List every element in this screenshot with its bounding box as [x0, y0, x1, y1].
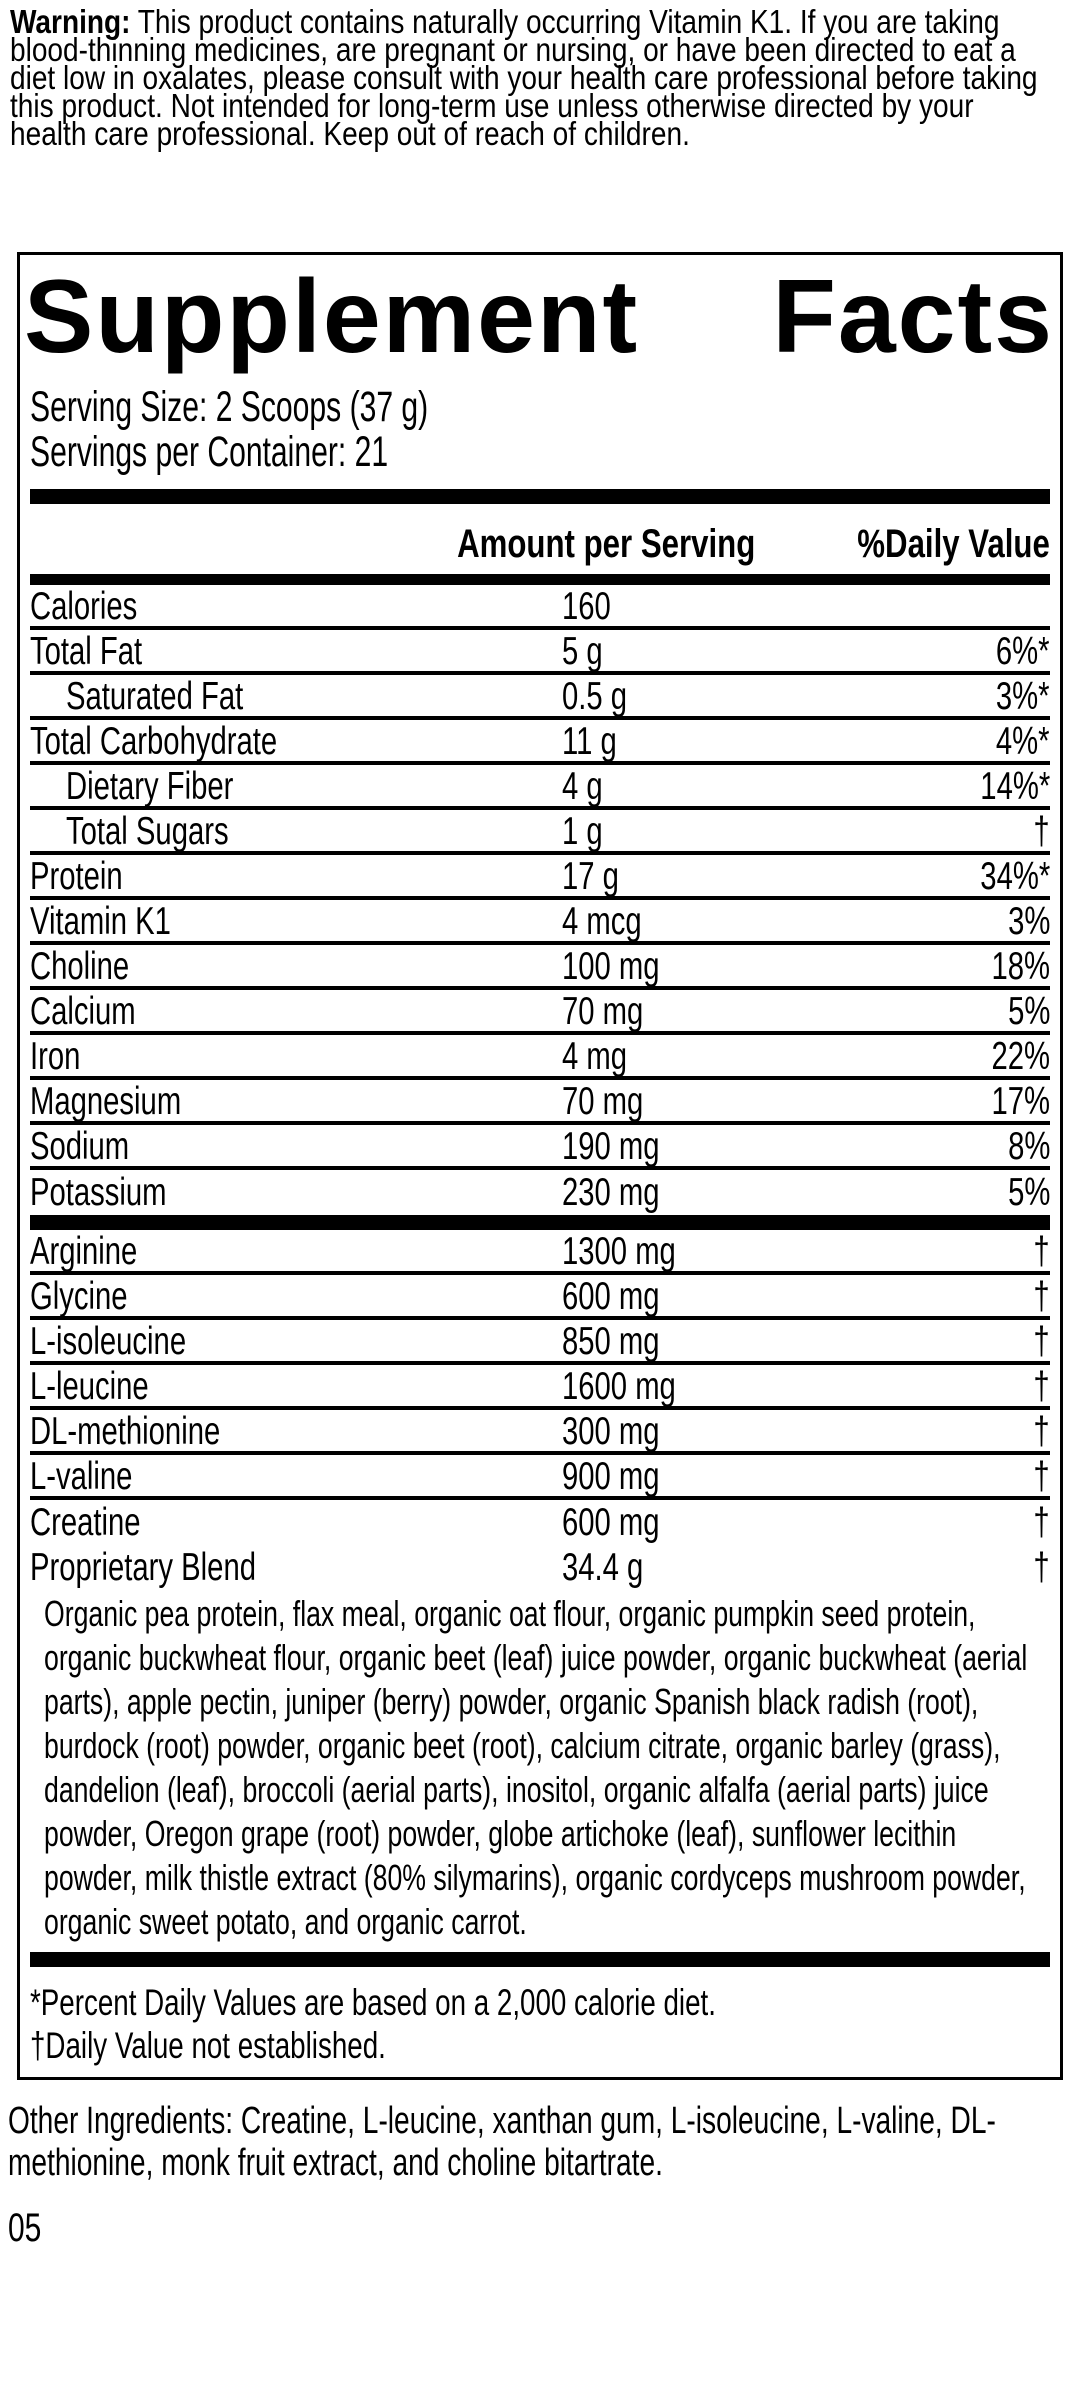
nutrient-dv: 5%: [1007, 1170, 1050, 1214]
nutrient-dv: 3%: [1007, 900, 1050, 943]
table-row-magnesium: [30, 1080, 1050, 1125]
nutrient-name: Proprietary Blend: [30, 1545, 256, 1589]
nutrient-name: Iron: [30, 1035, 81, 1078]
nutrient-amount: 4 mcg: [562, 900, 642, 943]
table-row-creatine: [30, 1500, 1050, 1545]
nutrient-dv: †: [1033, 1230, 1050, 1273]
divider-bar-medium: [30, 574, 1050, 585]
nutrient-dv: 4%*: [996, 720, 1050, 763]
nutrient-amount: 600 mg: [562, 1500, 660, 1544]
nutrient-name: Magnesium: [30, 1080, 182, 1123]
nutrient-amount: 160: [562, 585, 611, 628]
nutrient-amount: 230 mg: [562, 1170, 660, 1214]
nutrient-dv: †: [1033, 1275, 1050, 1318]
nutrient-dv: 22%: [991, 1035, 1050, 1078]
nutrient-dv: †: [1033, 1320, 1050, 1363]
amino-acid-table: [30, 1230, 1050, 1545]
nutrient-name: Total Fat: [30, 630, 143, 673]
nutrient-amount: 600 mg: [562, 1275, 660, 1318]
nutrient-name: DL-methionine: [30, 1410, 221, 1453]
table-row-l-leucine: [30, 1365, 1050, 1410]
proprietary-blend-ingredients: Organic pea protein, flax meal, organic oat flour, organic pumpkin seed protein, organic buckwheat flour, organic beet (leaf) juice powder, organic buckwheat (aerial parts), apple pectin, juniper (berry) powder, organic Spanish black radish (root), burdock (root) powder, organic beet (root), calcium citrate, organic barley (grass), dandelion (leaf), broccoli (aerial parts), inositol, organic alfalfa (aerial parts) juice powder, Oregon grape (root) powder, globe artichoke (leaf), sunflower lecithin powder, milk thistle extract (80% silymarins), organic cordyceps mushroom powder, organic sweet potato, and organic carrot.: [44, 1593, 1028, 1942]
proprietary-blend-section: [30, 1545, 1050, 1590]
nutrient-name: L-leucine: [30, 1365, 149, 1408]
warning-paragraph: [10, 3, 1051, 152]
nutrient-name: Creatine: [30, 1500, 141, 1544]
table-row-saturated-fat: [30, 675, 1050, 720]
nutrient-name: Potassium: [30, 1170, 167, 1214]
column-header-daily-value: %Daily Value: [857, 522, 1050, 566]
nutrient-dv: 8%: [1007, 1125, 1050, 1168]
nutrient-amount: 17 g: [562, 855, 619, 898]
nutrient-name: Arginine: [30, 1230, 138, 1273]
nutrient-name: Glycine: [30, 1275, 128, 1318]
nutrient-name: Choline: [30, 945, 130, 988]
nutrient-amount: 70 mg: [562, 990, 644, 1033]
nutrient-amount: 4 mg: [562, 1035, 628, 1078]
page-number-text: 05: [8, 2206, 42, 2250]
nutrient-amount: 0.5 g: [562, 675, 628, 718]
nutrient-name: Calcium: [30, 990, 136, 1033]
nutrient-amount: 1300 mg: [562, 1230, 676, 1273]
nutrient-dv: 3%*: [996, 675, 1050, 718]
nutrient-amount: 34.4 g: [562, 1545, 644, 1589]
table-row-calories: [30, 585, 1050, 630]
nutrient-table: [30, 585, 1050, 1215]
panel-title-word-1: Supplement: [24, 259, 640, 375]
table-row-iron: [30, 1035, 1050, 1080]
nutrient-name: Total Sugars: [66, 810, 229, 853]
nutrient-dv: †: [1033, 1455, 1050, 1498]
nutrient-amount: 1 g: [562, 810, 603, 853]
table-row-sodium: [30, 1125, 1050, 1170]
nutrient-dv: †: [1033, 1410, 1050, 1453]
table-row-glycine: [30, 1275, 1050, 1320]
panel-title-word-2: Facts: [772, 259, 1054, 375]
footnotes: [30, 1967, 1050, 2077]
other-ingredients-paragraph: Other Ingredients: Creatine, L-leucine, xanthan gum, L-isoleucine, L-valine, DL-methionine, monk fruit extract, and choline bitartrate.: [8, 2100, 996, 2184]
table-row-l-isoleucine: [30, 1320, 1050, 1365]
warning-text: This product contains naturally occurring Vitamin K1. If you are taking blood-thinning medicines, are pregnant or nursing, or have been directed to eat a diet low in oxalates, please consult with your health care professional before taking this product. Not intended for long-term use unless otherwise directed by your health care professional. Keep out of reach of children.: [10, 3, 1038, 152]
nutrient-amount: 100 mg: [562, 945, 660, 988]
serving-size: Serving Size: 2 Scoops (37 g): [30, 383, 429, 431]
table-row-potassium: [30, 1170, 1050, 1215]
table-row-total-fat: [30, 630, 1050, 675]
servings-per-container: Servings per Container: 21: [30, 428, 389, 476]
nutrient-name: L-valine: [30, 1455, 133, 1498]
table-row-dietary-fiber: [30, 765, 1050, 810]
nutrient-name: Vitamin K1: [30, 900, 171, 943]
footnote-daily-value-basis: *Percent Daily Values are based on a 2,000 calorie diet.: [30, 1982, 716, 2023]
divider-bar-thick-top: [30, 489, 1050, 504]
column-header-row: [30, 504, 1050, 574]
nutrient-amount: 300 mg: [562, 1410, 660, 1453]
nutrient-name: Total Carbohydrate: [30, 720, 278, 763]
nutrient-amount: 11 g: [562, 720, 617, 763]
nutrient-dv: 34%*: [980, 855, 1050, 898]
nutrient-amount: 1600 mg: [562, 1365, 676, 1408]
page-number: [8, 2208, 1080, 2248]
nutrient-name: Dietary Fiber: [66, 765, 234, 808]
table-row-total-sugars: [30, 810, 1050, 855]
table-row-proprietary-blend: [30, 1545, 1050, 1590]
nutrient-name: Saturated Fat: [66, 675, 244, 718]
nutrient-amount: 900 mg: [562, 1455, 660, 1498]
panel-title: [20, 255, 1060, 373]
nutrient-amount: 4 g: [562, 765, 603, 808]
nutrient-dv: 6%*: [996, 630, 1050, 673]
table-row-l-valine: [30, 1455, 1050, 1500]
table-row-arginine: [30, 1230, 1050, 1275]
nutrient-dv: †: [1033, 1500, 1050, 1544]
nutrient-amount: 5 g: [562, 630, 603, 673]
warning-label: Warning:: [10, 3, 131, 40]
divider-bar-thick-bottom: [30, 1952, 1050, 1967]
nutrient-name: Calories: [30, 585, 138, 628]
table-row-total-carbohydrate: [30, 720, 1050, 765]
table-row-dl-methionine: [30, 1410, 1050, 1455]
nutrient-dv: †: [1033, 1365, 1050, 1408]
nutrient-name: Sodium: [30, 1125, 130, 1168]
serving-info: [30, 385, 1050, 475]
nutrient-dv: †: [1033, 810, 1050, 853]
nutrient-dv: 17%: [991, 1080, 1050, 1123]
footnote-dv-not-established: †Daily Value not established.: [30, 2025, 386, 2066]
table-row-protein: [30, 855, 1050, 900]
nutrient-name: Protein: [30, 855, 123, 898]
column-header-amount: Amount per Serving: [457, 522, 756, 566]
table-row-calcium: [30, 990, 1050, 1035]
nutrient-amount: 850 mg: [562, 1320, 660, 1363]
nutrient-dv: †: [1033, 1545, 1050, 1589]
nutrient-dv: 14%*: [980, 765, 1050, 808]
supplement-facts-panel: [17, 252, 1063, 2080]
divider-bar-thick-middle: [30, 1215, 1050, 1230]
nutrient-dv: 18%: [991, 945, 1050, 988]
nutrient-dv: 5%: [1007, 990, 1050, 1033]
table-row-choline: [30, 945, 1050, 990]
nutrient-name: L-isoleucine: [30, 1320, 187, 1363]
table-row-vitamin-k1: [30, 900, 1050, 945]
nutrient-amount: 190 mg: [562, 1125, 660, 1168]
nutrient-amount: 70 mg: [562, 1080, 644, 1123]
